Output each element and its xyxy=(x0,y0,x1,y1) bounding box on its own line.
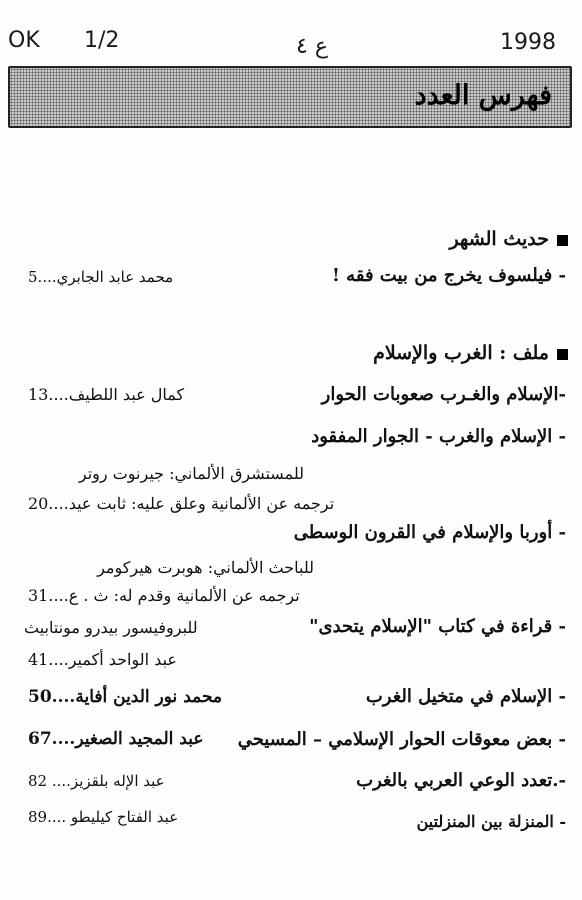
bullet-icon xyxy=(557,235,568,246)
toc-title: - المنزلة بين المنزلتين xyxy=(416,812,566,831)
toc-subline: للباحث الألماني: هوبرت هيركومر xyxy=(97,558,314,577)
toc-title: - الإسلام في متخيل الغرب xyxy=(365,686,566,707)
toc-author: عبد الإله بلقزيز.... 82 xyxy=(28,772,165,790)
toc-subline: للمستشرق الألماني: جيرنوت روتر xyxy=(78,464,304,483)
toc-subline: ترجمه عن الألمانية وقدم له: ث . ع....31 xyxy=(28,586,300,605)
toc-title-tail: للبروفيسور بيدرو مونتابيث xyxy=(24,618,198,637)
fraction-mark: 1/2 xyxy=(84,28,120,53)
toc-author: عبد المجيد الصغير....67 xyxy=(28,729,204,749)
toc-title: - قراءة في كتاب "الإسلام يتحدى" xyxy=(309,616,566,637)
ok-mark: OK xyxy=(8,28,40,53)
toc-title: - الإسلام والغرب - الجوار المفقود xyxy=(311,426,566,447)
toc-subline: ترجمه عن الألمانية وعلق عليه: ثابت عيد....20 xyxy=(28,494,335,513)
toc-author: كمال عبد اللطيف....13 xyxy=(28,385,185,404)
toc-title: -.تعدد الوعي العربي بالغرب xyxy=(356,770,566,791)
toc-title: - أوربا والإسلام في القرون الوسطى xyxy=(293,522,566,543)
section-heading-month-talk: حديث الشهر xyxy=(449,228,568,250)
page-title: فهرس العدد xyxy=(414,80,552,111)
toc-subline: عبد الواحد أكمير....41 xyxy=(28,650,177,669)
issue-number: ع ٤ xyxy=(296,34,328,59)
toc-author: محمد نور الدين أفاية....50 xyxy=(28,687,223,707)
toc-title: - بعض معوقات الحوار الإسلامي – المسيحي xyxy=(237,729,566,750)
toc-title: -الإسلام والغـرب صعوبات الحوار xyxy=(321,384,566,405)
toc-title: - فيلسوف يخرج من بيت فقه ! xyxy=(332,265,566,286)
year: 1998 xyxy=(500,30,556,55)
toc-author: محمد عابد الجابري....5 xyxy=(28,268,174,286)
title-banner xyxy=(8,66,572,128)
toc-author: عبد الفتاح كيليطو ....89 xyxy=(28,808,179,826)
section-heading-west-islam: ملف : الغرب والإسلام xyxy=(373,342,568,364)
bullet-icon xyxy=(557,349,568,360)
